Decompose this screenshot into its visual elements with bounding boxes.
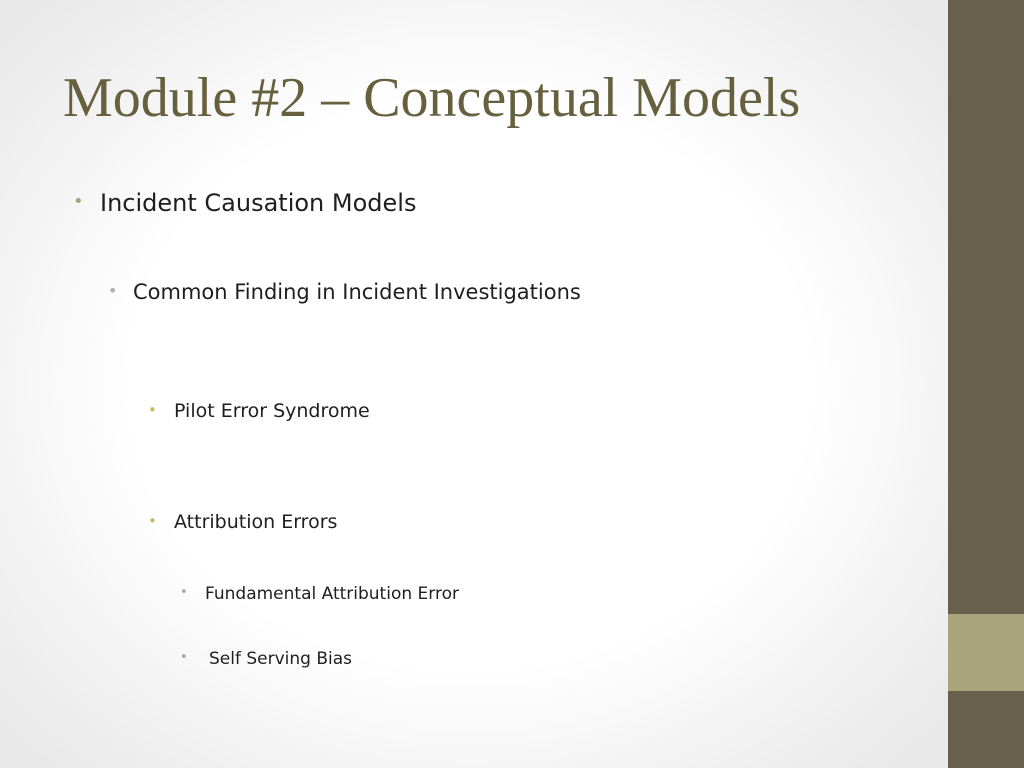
bullet-dot-icon: • [148,401,157,419]
bullet-dot-icon: • [108,281,118,300]
sidebar-bar [948,0,1024,768]
bullet-text: Self Serving Bias [209,649,353,669]
bullet-text: Fundamental Attribution Error [205,584,459,604]
bullet-text: Common Finding in Incident Investigations [133,280,581,304]
bullet-dot-icon: • [148,512,157,530]
sidebar-accent-block [948,614,1024,691]
slide-title: Module #2 – Conceptual Models [63,67,801,129]
bullet-text: Pilot Error Syndrome [174,400,370,422]
bullet-text: Attribution Errors [174,511,338,533]
bullet-dot-icon: • [73,191,84,212]
bullet-dot-icon: • [180,585,188,600]
bullet-dot-icon: • [180,650,188,665]
bullet-text: Incident Causation Models [100,189,417,217]
